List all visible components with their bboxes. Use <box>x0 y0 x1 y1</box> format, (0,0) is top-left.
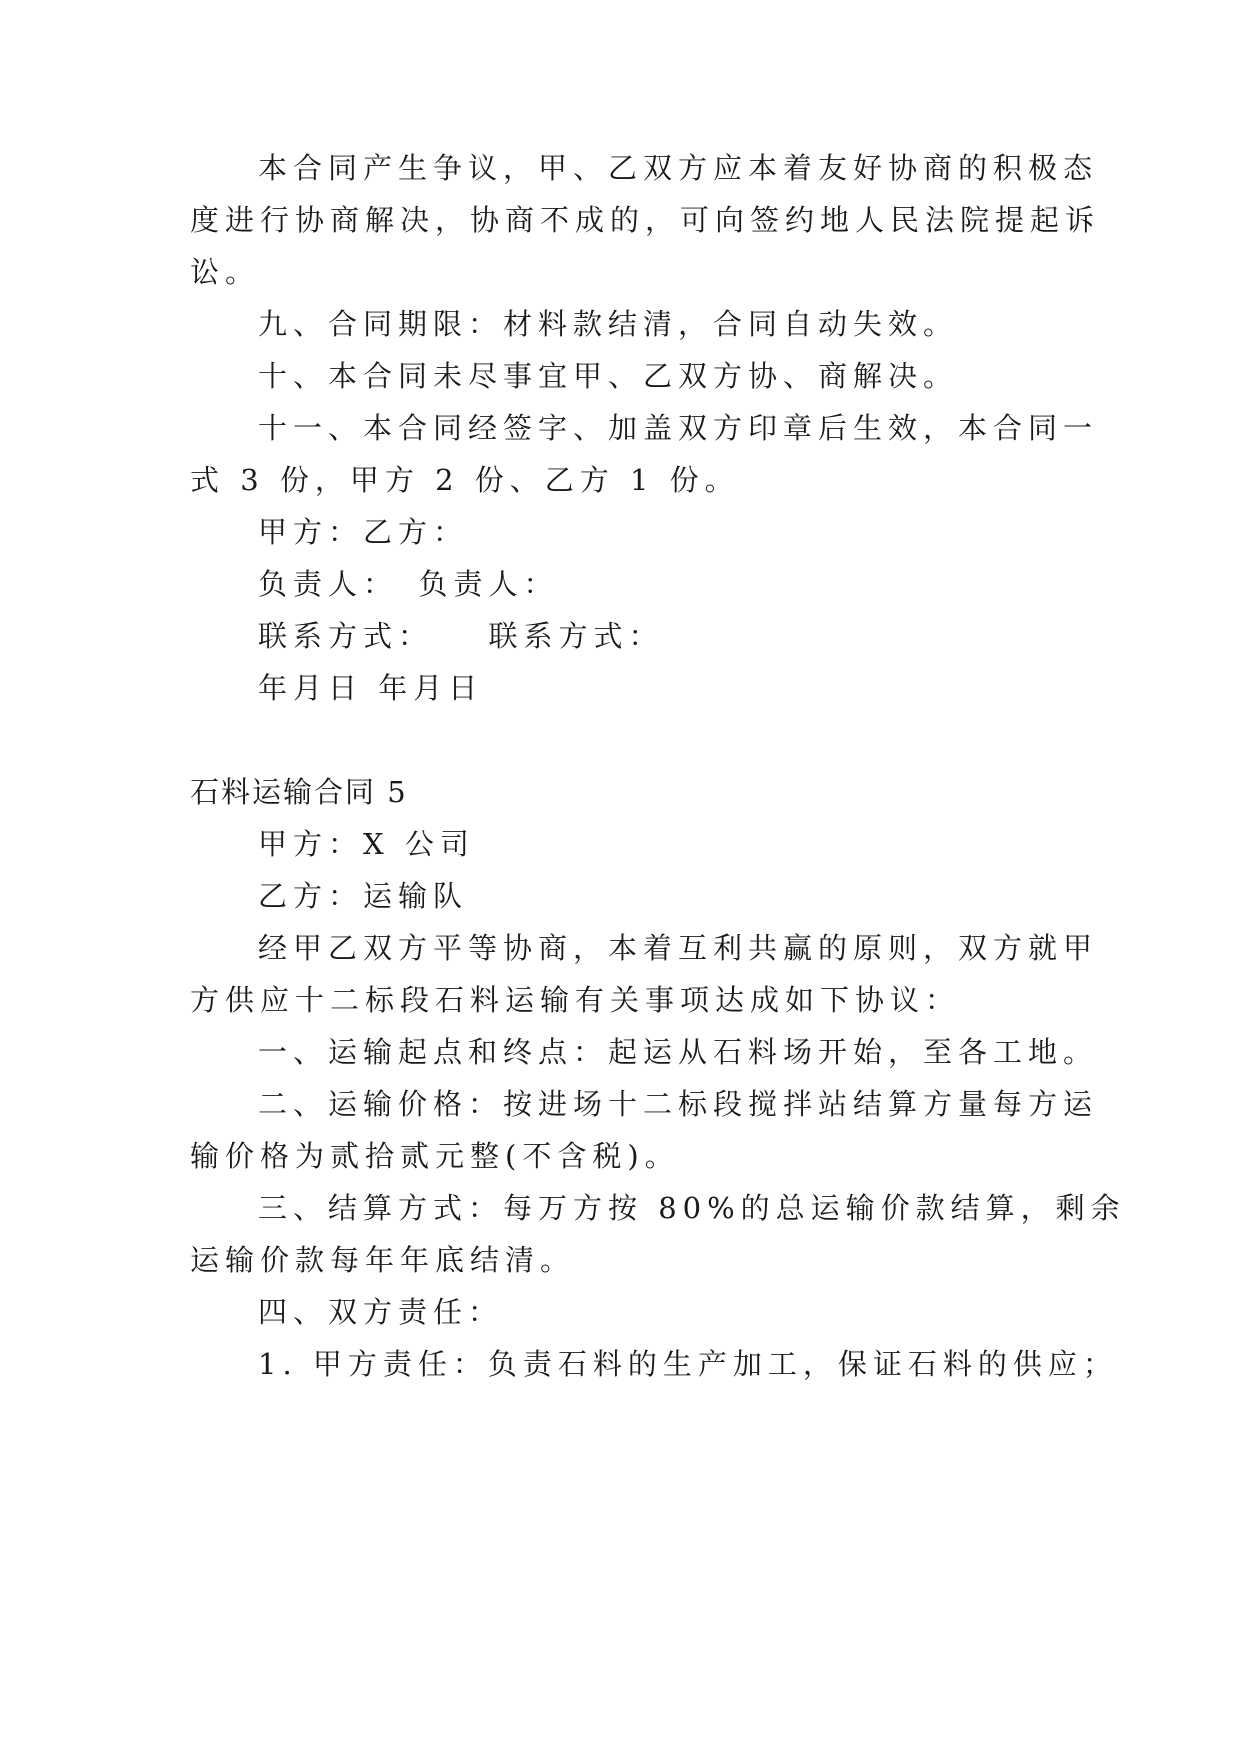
document-page <box>190 0 1126 1754</box>
clause-11-line-2: 式 3 份，甲方 2 份、乙方 1 份。 <box>190 463 740 497</box>
clause-2-line-1: 二、运输价格：按进场十二标段搅拌站结算方量每方运 <box>258 1087 1099 1121</box>
section-title: 石料运输合同 5 <box>190 775 408 809</box>
party-b: 乙方：运输队 <box>258 879 469 913</box>
signature-date: 年月日 年月日 <box>258 671 484 705</box>
dispute-paragraph-line-2: 度进行协商解决，协商不成的，可向签约地人民法院提起诉 <box>190 203 1101 237</box>
clause-9: 九、合同期限：材料款结清，合同自动失效。 <box>258 307 959 341</box>
signature-parties: 甲方：乙方： <box>258 515 469 549</box>
clause-4: 四、双方责任： <box>258 1295 504 1329</box>
party-a: 甲方：X 公司 <box>258 827 475 861</box>
clause-1: 一、运输起点和终点：起运从石料场开始，至各工地。 <box>258 1035 1099 1069</box>
dispute-paragraph-line-3: 讼。 <box>190 255 261 289</box>
intro-line-1: 经甲乙双方平等协商，本着互利共赢的原则，双方就甲 <box>258 931 1099 965</box>
clause-4-1: 1. 甲方责任：负责石料的生产加工，保证石料的供应； <box>258 1347 1118 1381</box>
clause-2-line-2: 输价格为贰拾贰元整(不含税)。 <box>190 1139 680 1173</box>
clause-3-line-2: 运输价款每年年底结清。 <box>190 1243 576 1277</box>
signature-responsible: 负责人： 负责人： <box>258 567 559 601</box>
clause-3-line-1: 三、结算方式：每万方按 80%的总运输价款结算，剩余 <box>258 1191 1126 1225</box>
signature-contact: 联系方式： 联系方式： <box>258 619 664 653</box>
dispute-paragraph-line-1: 本合同产生争议，甲、乙双方应本着友好协商的积极态 <box>258 151 1099 185</box>
clause-11-line-1: 十一、本合同经签字、加盖双方印章后生效，本合同一 <box>258 411 1099 445</box>
clause-10: 十、本合同未尽事宜甲、乙双方协、商解决。 <box>258 359 959 393</box>
intro-line-2: 方供应十二标段石料运输有关事项达成如下协议： <box>190 983 961 1017</box>
